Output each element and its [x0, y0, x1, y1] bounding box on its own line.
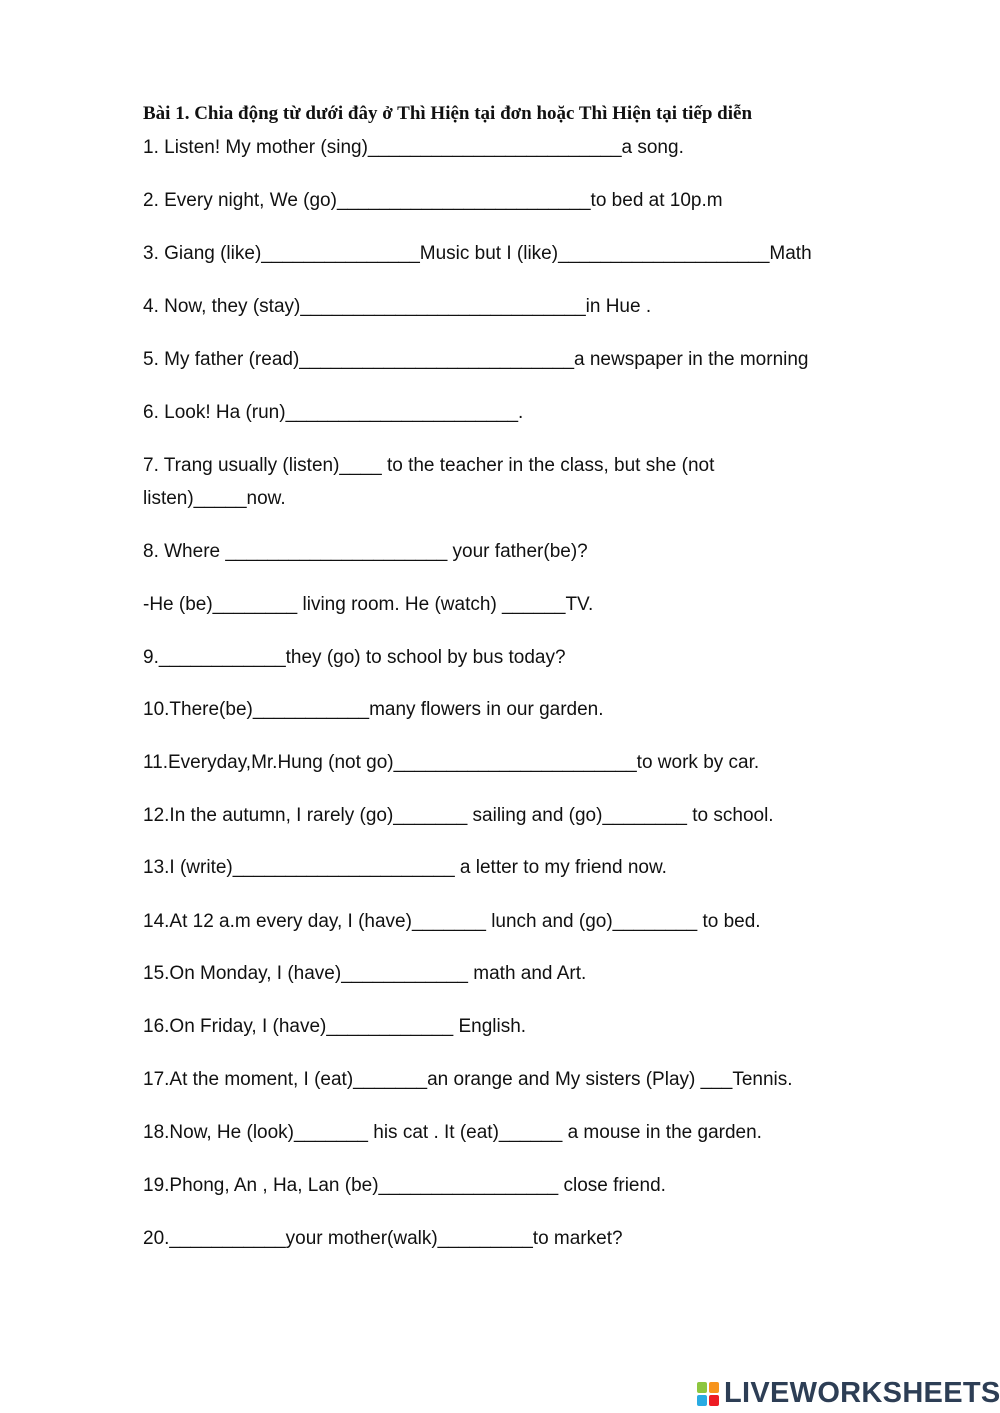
logo-badge-square — [697, 1382, 707, 1393]
exercise-line: 2. Every night, We (go)________________________to bed at 10p.m — [143, 190, 723, 211]
exercise-line: 1. Listen! My mother (sing)________________________a song. — [143, 137, 684, 158]
exercise-line: 3. Giang (like)_______________Music but I (like)____________________Math — [143, 243, 812, 264]
exercise-line: 20.___________your mother(walk)_________to market? — [143, 1228, 623, 1249]
exercise-line: 9.____________they (go) to school by bus today? — [143, 647, 566, 668]
exercise-line: 19.Phong, An , Ha, Lan (be)_________________ close friend. — [143, 1175, 666, 1196]
exercise-line: 11.Everyday,Mr.Hung (not go)_______________________to work by car. — [143, 752, 760, 773]
liveworksheets-logo — [697, 1376, 1000, 1410]
exercise-line: 4. Now, they (stay)___________________________in Hue . — [143, 296, 652, 317]
liveworksheets-logo-icon — [697, 1380, 721, 1406]
exercise-line: listen)_____now. — [143, 488, 286, 509]
worksheet-title: Bài 1. Chia động từ dưới đây ở Thì Hiện tại đơn hoặc Thì Hiện tại tiếp diễn — [143, 103, 753, 124]
exercise-line: 6. Look! Ha (run)______________________. — [143, 402, 524, 423]
exercise-line: 18.Now, He (look)_______ his cat . It (eat)______ a mouse in the garden. — [143, 1122, 762, 1143]
exercise-line: 5. My father (read)__________________________a newspaper in the morning — [143, 349, 809, 370]
exercise-line: 7. Trang usually (listen)____ to the teacher in the class, but she (not — [143, 455, 715, 476]
logo-text: LIVEWORKSHEETS — [724, 1377, 1000, 1409]
exercise-line: 13.I (write)_____________________ a letter to my friend now. — [143, 857, 667, 878]
exercise-line: 10.There(be)___________many flowers in our garden. — [143, 699, 604, 720]
logo-badge-square — [697, 1395, 707, 1406]
exercise-line: 14.At 12 a.m every day, I (have)_______ lunch and (go)________ to bed. — [143, 911, 761, 932]
exercise-line: 17.At the moment, I (eat)_______an orange and My sisters (Play) ___Tennis. — [143, 1069, 793, 1090]
logo-badge-square — [709, 1382, 719, 1393]
exercise-line: 15.On Monday, I (have)____________ math and Art. — [143, 963, 587, 984]
exercise-line: 16.On Friday, I (have)____________ English. — [143, 1016, 527, 1037]
exercise-line: 8. Where _____________________ your father(be)? — [143, 541, 588, 562]
exercise-line: -He (be)________ living room. He (watch) ______TV. — [143, 594, 594, 615]
exercise-line: 12.In the autumn, I rarely (go)_______ sailing and (go)________ to school. — [143, 805, 774, 826]
logo-badge-square — [709, 1395, 719, 1406]
